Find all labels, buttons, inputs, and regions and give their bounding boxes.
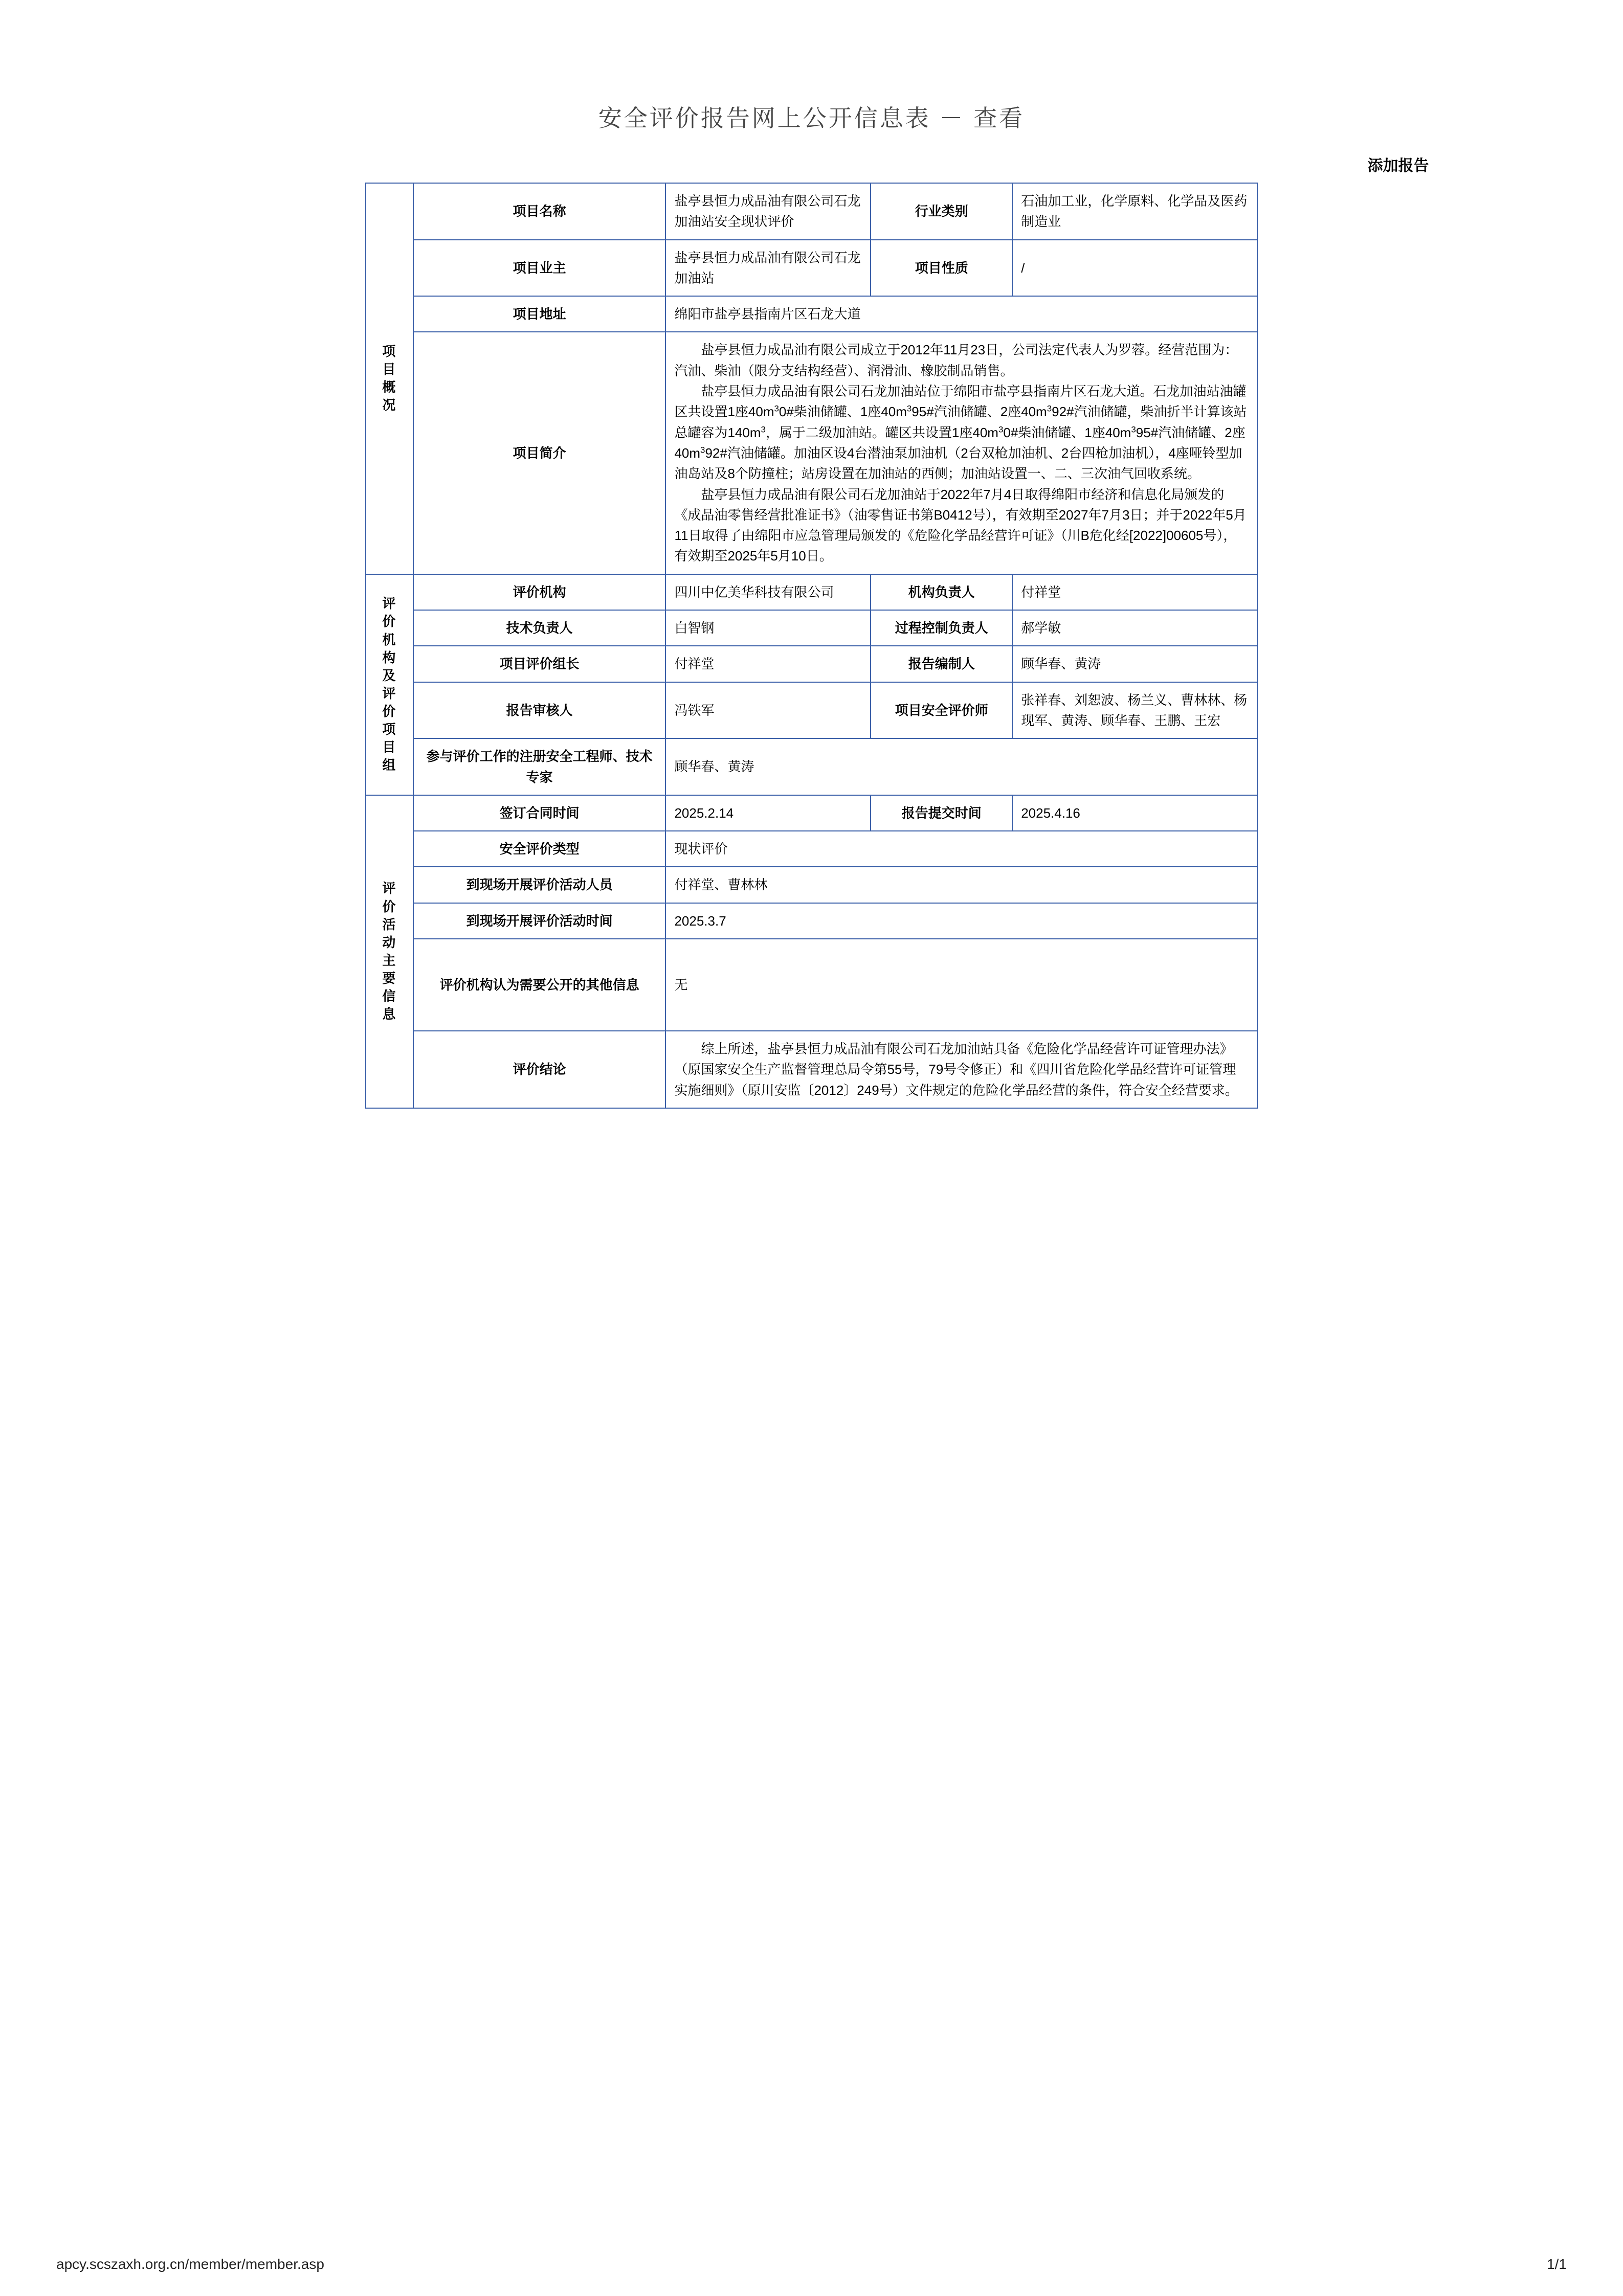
brief-p2-c: 95#汽油储罐、2座40m xyxy=(911,404,1047,420)
registered-engineers-label: 参与评价工作的注册安全工程师、技术专家 xyxy=(413,738,666,795)
industry-label: 行业类别 xyxy=(871,183,1012,240)
tech-head-label: 技术负责人 xyxy=(413,610,666,646)
safety-assessors-label: 项目安全评价师 xyxy=(871,682,1012,739)
onsite-time-value: 2025.3.7 xyxy=(665,903,1257,939)
onsite-time-label: 到现场开展评价活动时间 xyxy=(413,903,666,939)
project-name-label: 项目名称 xyxy=(413,183,666,240)
info-table xyxy=(365,183,1258,1109)
registered-engineers-value: 顾华春、黄涛 xyxy=(665,738,1257,795)
contract-date-label: 签订合同时间 xyxy=(413,795,666,831)
report-writer-label: 报告编制人 xyxy=(871,646,1012,682)
onsite-people-label: 到现场开展评价活动人员 xyxy=(413,867,666,903)
table-row xyxy=(366,1031,1257,1108)
conclusion-paragraph: 综上所述，盐亭县恒力成品油有限公司石龙加油站具备《危险化学品经营许可证管理办法》（原国家安全生产监督管理总局令第55号，79号令修正）和《四川省危险化学品经营许可证管理实施细则》（原川安监〔2012〕249号）文件规定的危险化学品经营的条件，符合安全经营要求。 xyxy=(674,1041,1238,1098)
section-label-activity-text: 评 价 活 动 主 要 信 息 xyxy=(382,881,397,1022)
report-reviewer-value: 冯铁军 xyxy=(665,682,871,739)
add-report-button[interactable]: 添加报告 xyxy=(1367,157,1429,174)
brief-sup-6: 3 xyxy=(1131,424,1136,435)
page-title: 安全评价报告网上公开信息表 － 查看 xyxy=(598,105,1025,131)
table-row xyxy=(366,646,1257,682)
table-row xyxy=(366,867,1257,903)
team-leader-label: 项目评价组长 xyxy=(413,646,666,682)
safety-assessors-value: 张祥春、刘恕波、杨兰义、曹林林、杨现军、黄涛、顾华春、王鹏、王宏 xyxy=(1012,682,1257,739)
table-row xyxy=(366,574,1257,610)
address-label: 项目地址 xyxy=(413,296,666,332)
table-row xyxy=(366,903,1257,939)
section-label-overview-text: 项 目 概 况 xyxy=(382,344,397,413)
owner-value: 盐亭县恒力成品油有限公司石龙加油站 xyxy=(665,240,871,297)
table-row xyxy=(366,332,1257,574)
section-label-activity xyxy=(366,795,413,1108)
conclusion-label: 评价结论 xyxy=(413,1031,666,1108)
brief-sup-2: 3 xyxy=(906,403,912,414)
agency-head-value: 付祥堂 xyxy=(1012,574,1257,610)
onsite-people-value: 付祥堂、曹林林 xyxy=(665,867,1257,903)
eval-type-label: 安全评价类型 xyxy=(413,831,666,867)
brief-sup-4: 3 xyxy=(761,424,766,435)
agency-value: 四川中亿美华科技有限公司 xyxy=(665,574,871,610)
address-value: 绵阳市盐亭县指南片区石龙大道 xyxy=(665,296,1257,332)
submit-date-label: 报告提交时间 xyxy=(871,795,1012,831)
other-info-label: 评价机构认为需要公开的其他信息 xyxy=(413,939,666,1031)
submit-date-value: 2025.4.16 xyxy=(1012,795,1257,831)
brief-paragraph-1: 盐亭县恒力成品油有限公司成立于2012年11月23日，公司法定代表人为罗蓉。经营范围为：汽油、柴油（限分支结构经营）、润滑油、橡胶制品销售。 xyxy=(674,342,1238,378)
page-footer xyxy=(0,2256,1623,2272)
table-row xyxy=(366,610,1257,646)
agency-head-label: 机构负责人 xyxy=(871,574,1012,610)
nature-value: / xyxy=(1012,240,1257,297)
brief-p2-f: 0#柴油储罐、1座40m xyxy=(1003,424,1131,440)
team-leader-value: 付祥堂 xyxy=(665,646,871,682)
brief-p2-e: ，属于二级加油站。罐区共设置1座40m xyxy=(765,424,998,440)
table-row xyxy=(366,240,1257,297)
brief-p2-g: 95#汽油储罐、2座40m xyxy=(674,424,1246,461)
brief-p2-b: 0#柴油储罐、1座40m xyxy=(779,404,907,420)
brief-sup-7: 3 xyxy=(700,445,705,455)
footer-page-number: 1/1 xyxy=(1547,2256,1567,2272)
brief-paragraph-3: 盐亭县恒力成品油有限公司石龙加油站于2022年7月4日取得绵阳市经济和信息化局颁发的《成品油零售经营批准证书》（油零售证书第B0412号），有效期至2027年7月3日；并于2022年5月11日取得了由绵阳市应急管理局颁发的《危险化学品经营许可证》（川B危化经[2022]00605号），有效期至2025年5月10日。 xyxy=(674,486,1247,564)
brief-value xyxy=(665,332,1257,574)
section-label-agency xyxy=(366,574,413,795)
conclusion-value xyxy=(665,1031,1257,1108)
project-name-value: 盐亭县恒力成品油有限公司石龙加油站安全现状评价 xyxy=(665,183,871,240)
process-head-label: 过程控制负责人 xyxy=(871,610,1012,646)
table-row xyxy=(366,682,1257,739)
table-row xyxy=(366,183,1257,240)
eval-type-value: 现状评价 xyxy=(665,831,1257,867)
table-row xyxy=(366,831,1257,867)
add-report-row xyxy=(190,153,1433,177)
section-label-overview xyxy=(366,183,413,574)
industry-value: 石油加工业，化学原料、化学品及医药制造业 xyxy=(1012,183,1257,240)
section-label-agency-text: 评 价 机 构 及 评 价 项 目 组 xyxy=(382,596,397,773)
process-head-value: 郝学敏 xyxy=(1012,610,1257,646)
contract-date-value: 2025.2.14 xyxy=(665,795,871,831)
other-info-value: 无 xyxy=(665,939,1257,1031)
table-row xyxy=(366,738,1257,795)
brief-p2-a: 盐亭县恒力成品油有限公司石龙加油站位于绵阳市盐亭县指南片区石龙大道。石龙加油站油罐区共设置1座40m xyxy=(674,384,1247,420)
brief-sup-3: 3 xyxy=(1047,403,1052,414)
report-writer-value: 顾华春、黄涛 xyxy=(1012,646,1257,682)
brief-p2-h: 92#汽油储罐。加油区设4台潜油泵加油机（2台双枪加油机、2台四枪加油机），4座哑铃型加油岛站及8个防撞柱；站房设置在加油站的西侧；加油站设置一、二、三次油气回收系统。 xyxy=(674,445,1242,482)
table-row xyxy=(366,296,1257,332)
footer-url: apcy.scszaxh.org.cn/member/member.asp xyxy=(56,2256,324,2272)
report-reviewer-label: 报告审核人 xyxy=(413,682,666,739)
brief-sup-5: 3 xyxy=(998,424,1004,435)
table-row xyxy=(366,939,1257,1031)
brief-paragraph-2 xyxy=(674,381,1249,484)
nature-label: 项目性质 xyxy=(871,240,1012,297)
tech-head-value: 白智钢 xyxy=(665,610,871,646)
table-row xyxy=(366,795,1257,831)
brief-sup-1: 3 xyxy=(774,403,779,414)
agency-label: 评价机构 xyxy=(413,574,666,610)
brief-label: 项目简介 xyxy=(413,332,666,574)
brief-p2-d: 92#汽油储罐，柴油折半计算该站总罐容为140m xyxy=(674,404,1247,440)
owner-label: 项目业主 xyxy=(413,240,666,297)
